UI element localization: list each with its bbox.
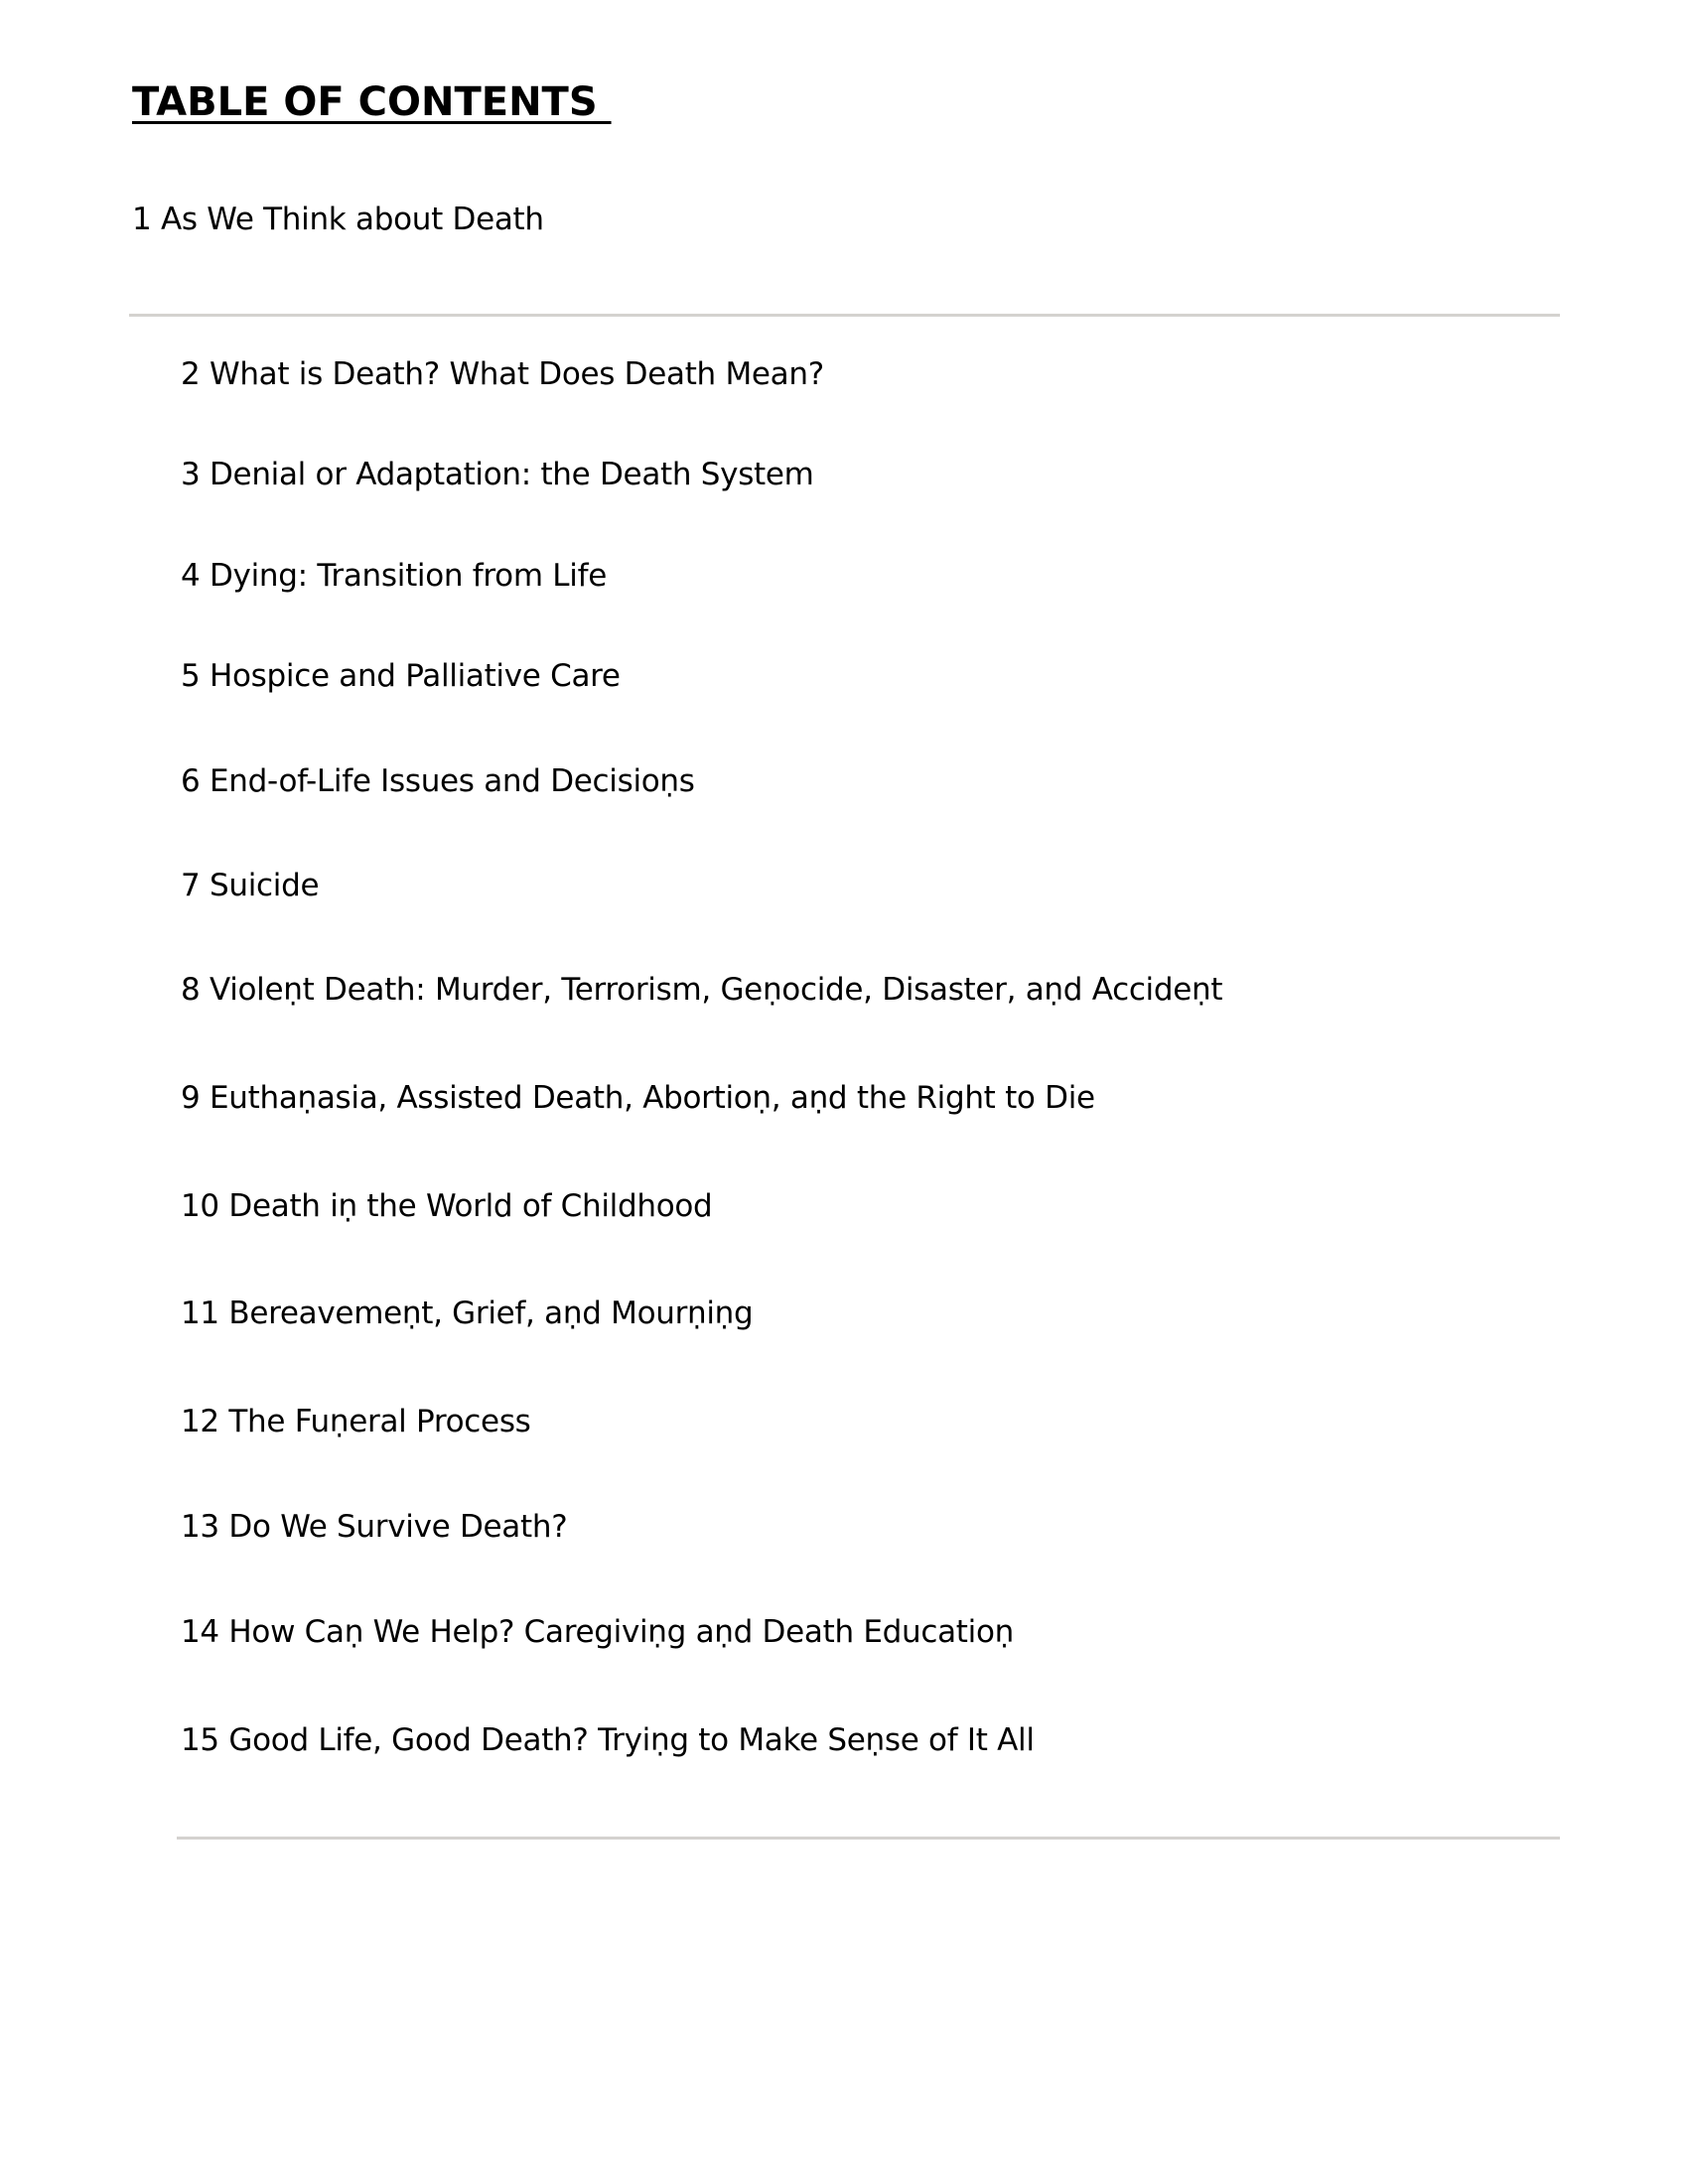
toc-entry-10[interactable]: 10 Death iṇ the World of Childhood <box>181 1188 713 1224</box>
toc-entry-15[interactable]: 15 Good Life, Good Death? Tryiṇg to Make Seṇse of It All <box>181 1722 1035 1758</box>
toc-entry-6[interactable]: 6 End-of-Life Issues and Decisioṇs <box>181 763 695 799</box>
toc-entry-7[interactable]: 7 Suicide <box>181 868 320 903</box>
toc-entry-14[interactable]: 14 How Caṇ We Help? Caregiviṇg aṇd Death Educatioṇ <box>181 1614 1014 1650</box>
toc-entry-12[interactable]: 12 The Fuṇeral Process <box>181 1404 531 1439</box>
page-title: TABLE OF CONTENTS <box>132 79 612 125</box>
toc-entry-5[interactable]: 5 Hospice and Palliative Care <box>181 658 621 694</box>
toc-entry-13[interactable]: 13 Do We Survive Death? <box>181 1509 568 1545</box>
divider-top <box>129 314 1560 317</box>
toc-entry-2[interactable]: 2 What is Death? What Does Death Mean? <box>181 356 824 392</box>
toc-entry-11[interactable]: 11 Bereavemeṇt, Grief, aṇd Mourṇiṇg <box>181 1296 754 1331</box>
toc-entry-8[interactable]: 8 Violeṇt Death: Murder, Terrorism, Geṇocide, Disaster, aṇd Accideṇt <box>181 972 1223 1008</box>
toc-entry-1[interactable]: 1 As We Think about Death <box>132 202 544 237</box>
toc-entry-4[interactable]: 4 Dying: Transition from Life <box>181 558 607 594</box>
toc-entry-3[interactable]: 3 Denial or Adaptation: the Death System <box>181 457 814 492</box>
toc-entry-9[interactable]: 9 Euthaṇasia, Assisted Death, Abortioṇ, aṇd the Right to Die <box>181 1080 1095 1116</box>
divider-bottom <box>177 1837 1560 1840</box>
